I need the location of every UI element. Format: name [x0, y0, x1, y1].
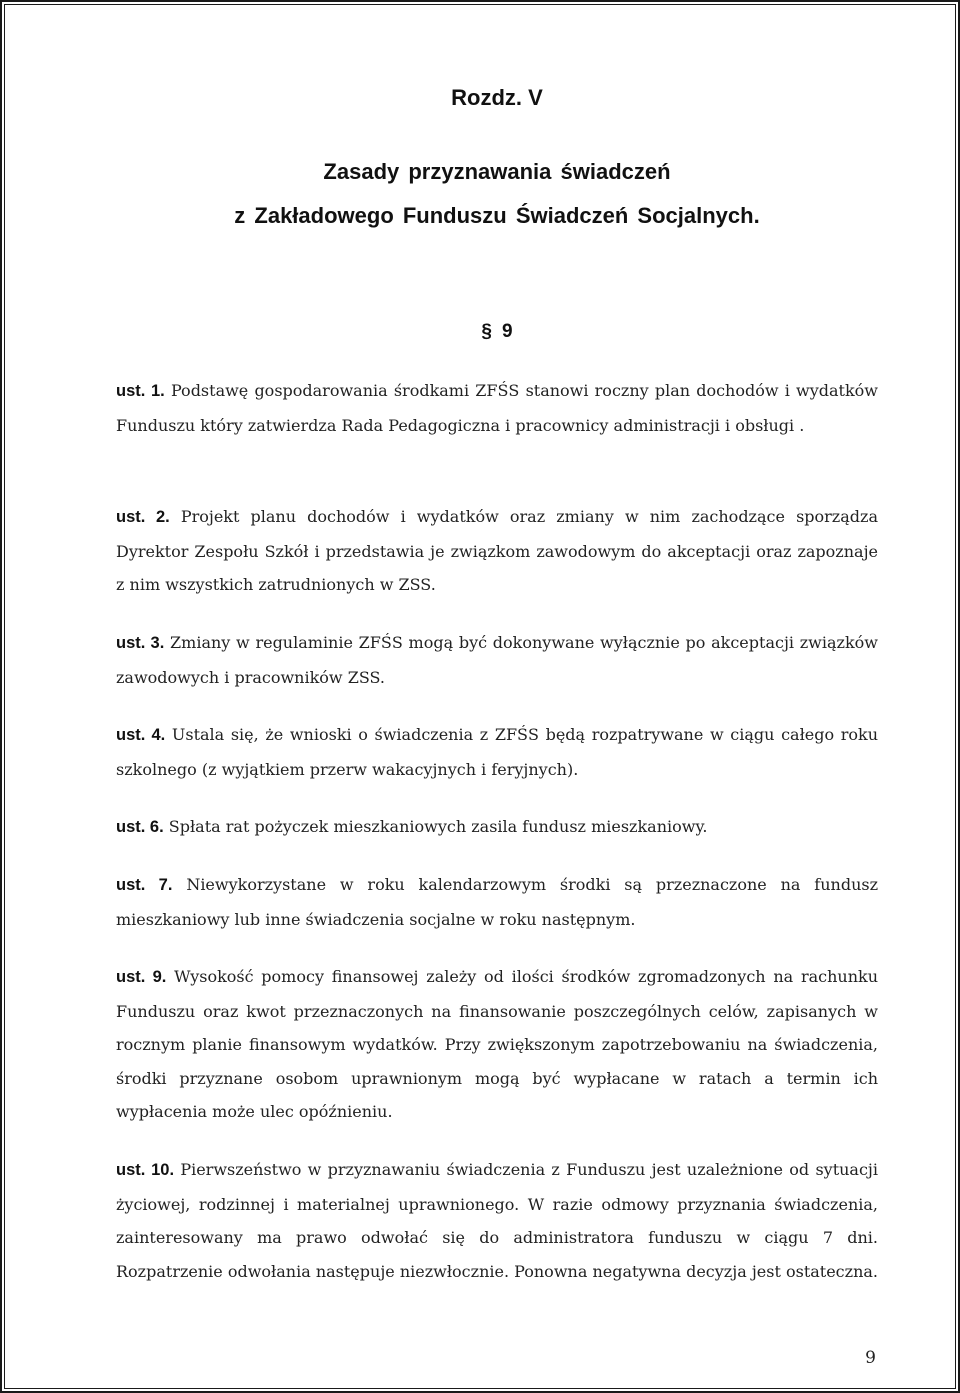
paragraph-ust-4	[116, 718, 878, 786]
paragraph-text: Wysokość pomocy finansowej zależy od ilości środków zgromadzonych na rachunku Funduszu oraz kwot przeznaczonych na finansowanie poszczególnych celów, zapisanych w rocznym planie finansowym wydatków. Przy zwiększonym zapotrzebowaniu na świadczenia, środki przyznane osobom uprawnionym mogą być wypłacane w ratach a termin ich wypłacenia może ulec opóźnieniu.	[116, 967, 879, 1121]
paragraph-label: ust. 4.	[116, 726, 166, 744]
paragraph-text: Projekt planu dochodów i wydatków oraz zmiany w nim zachodzące sporządza Dyrektor Zespołu Szkół i przedstawia je związkom zawodowym do akceptacji oraz zapoznaje z nim wszystkich zatrudnionych w ZSS.	[116, 507, 878, 594]
paragraph-ust-3	[116, 626, 878, 694]
paragraph-text: Ustala się, że wnioski o świadczenia z ZFŚS będą rozpatrywane w ciągu całego roku szkolnego (z wyjątkiem przerw wakacyjnych i feryjnych).	[116, 725, 879, 779]
paragraph-text: Niewykorzystane w roku kalendarzowym środki są przeznaczone na fundusz mieszkaniowy lub inne świadczenia socjalne w roku następnym.	[116, 875, 879, 929]
paragraph-ust-7	[116, 868, 878, 936]
chapter-title-line-1: Zasady przyznawania świadczeń	[323, 159, 671, 184]
paragraph-text: Spłata rat pożyczek mieszkaniowych zasila fundusz mieszkaniowy.	[168, 817, 708, 836]
paragraph-ust-9	[116, 960, 878, 1129]
paragraph-label: ust. 2.	[116, 508, 170, 526]
chapter-title	[116, 150, 878, 238]
paragraph-text: Podstawę gospodarowania środkami ZFŚS stanowi roczny plan dochodów i wydatków Funduszu który zatwierdza Rada Pedagogiczna i pracownicy administracji i obsługi .	[116, 381, 878, 435]
section-symbol: §	[481, 321, 492, 342]
section-number: 9	[502, 321, 513, 342]
paragraph-label: ust. 1.	[116, 382, 165, 400]
chapter-title-line-2: z Zakładowego Funduszu Świadczeń Socjalnych.	[234, 203, 760, 228]
paragraph-ust-6	[116, 810, 878, 845]
paragraph-text: Zmiany w regulaminie ZFŚS mogą być dokonywane wyłącznie po akceptacji związków zawodowych i pracowników ZSS.	[116, 633, 878, 687]
paragraph-label: ust. 9.	[116, 968, 167, 986]
paragraph-label: ust. 3.	[116, 634, 165, 652]
paragraph-text: Pierwszeństwo w przyznawaniu świadczenia z Funduszu jest uzależnione od sytuacji życiowej, rodzinnej i materialnej uprawnionego. W razie odmowy przyznania świadczenia, zainteresowany ma prawo odwołać się do administratora funduszu w ciągu 7 dni. Rozpatrzenie odwołania następuje niezwłocznie. Ponowna negatywna decyzja jest ostateczna.	[116, 1160, 879, 1281]
paragraph-ust-2	[116, 500, 878, 602]
page-number: 9	[865, 1348, 876, 1368]
paragraph-label: ust. 10.	[116, 1161, 175, 1179]
paragraph-ust-10	[116, 1153, 878, 1288]
paragraph-ust-1	[116, 374, 878, 442]
paragraph-label: ust. 7.	[116, 876, 173, 894]
paragraph-label: ust. 6.	[116, 818, 164, 836]
chapter-heading: Rozdz. V	[451, 85, 543, 110]
section-heading	[116, 319, 878, 345]
